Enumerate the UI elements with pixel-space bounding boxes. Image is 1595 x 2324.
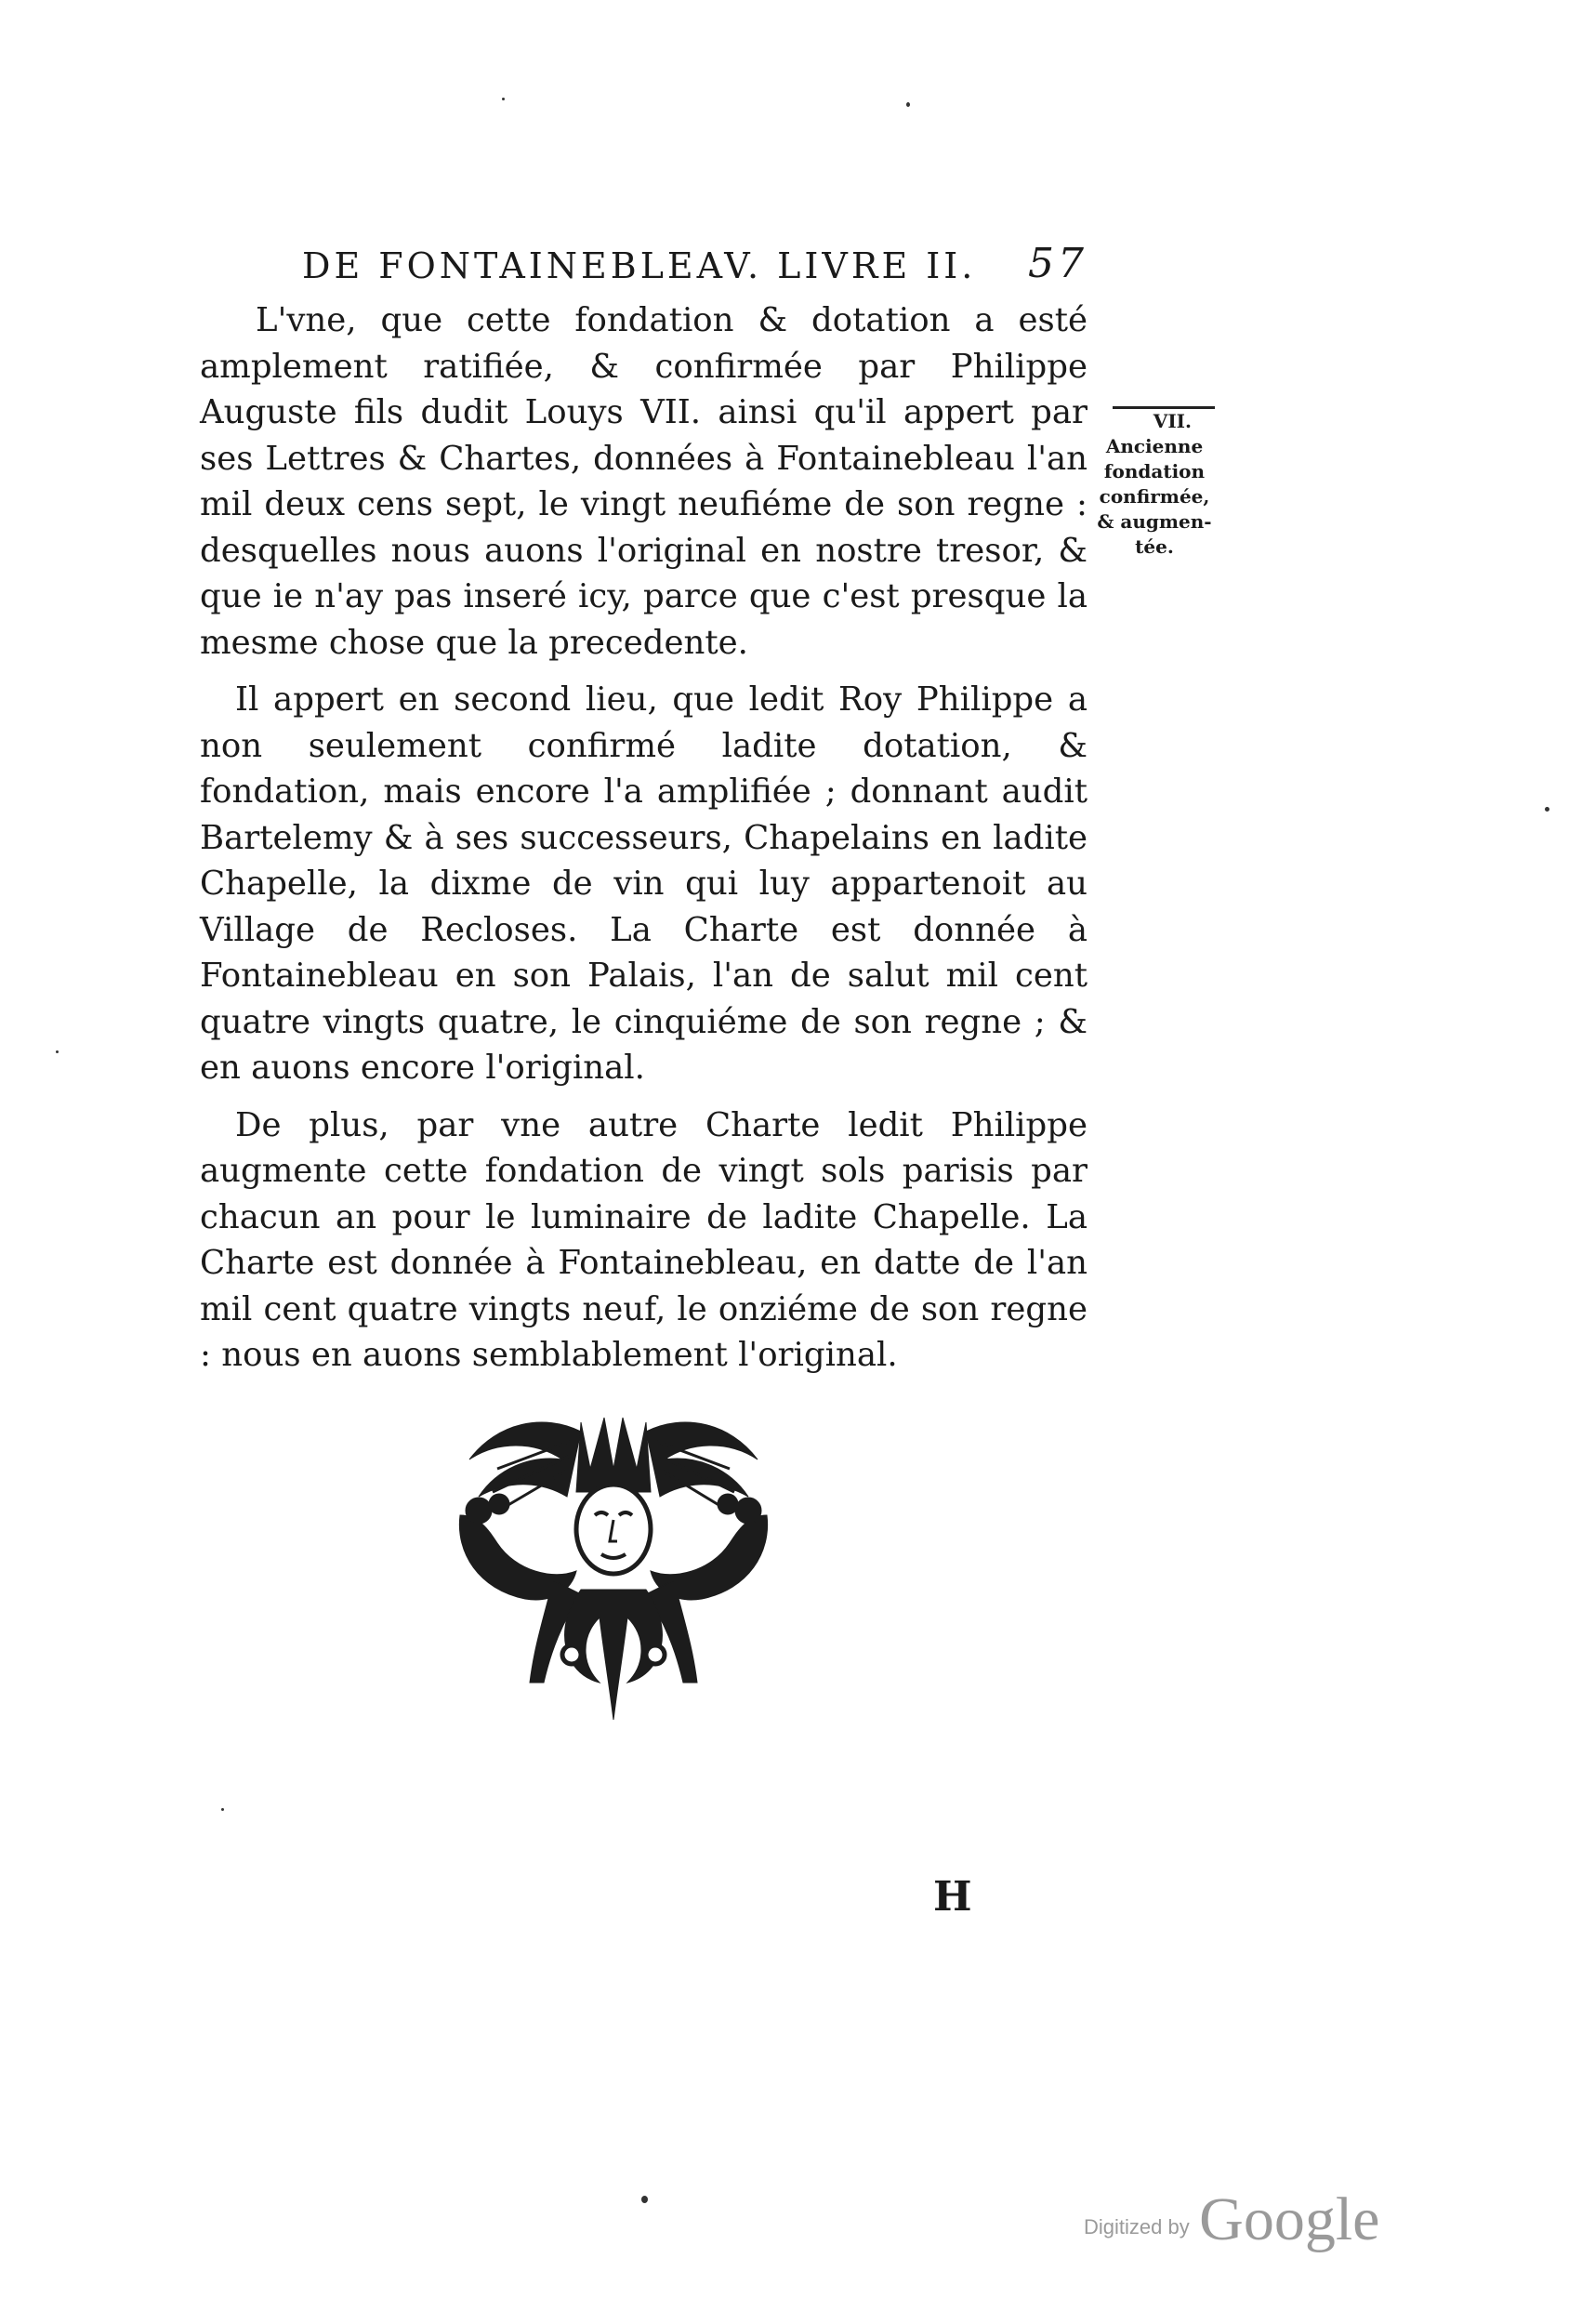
digitized-brand: Google	[1199, 2185, 1380, 2253]
headdress	[576, 1418, 651, 1492]
ornament-drawing	[442, 1404, 785, 1738]
running-header	[302, 240, 1088, 296]
paper-speck	[56, 1050, 59, 1053]
margin-note-line: & augmen-	[1097, 510, 1212, 533]
paper-speck	[221, 1808, 224, 1811]
body-text	[200, 297, 1088, 1390]
page-number: 57	[1028, 240, 1088, 287]
margin-note-line: tée.	[1135, 535, 1174, 558]
margin-note-line: fondation	[1103, 460, 1206, 482]
running-title: DE FONTAINEBLEAV. LIVRE II.	[302, 245, 977, 286]
signature-mark: H	[933, 1873, 972, 1921]
digitized-prefix: Digitized by	[1084, 2215, 1190, 2238]
paper-speck	[1545, 807, 1549, 812]
paragraph-3: De plus, par vne autre Charte ledit Philippe augmente cette fondation de vingt sols parisis par chacun an pour le luminaire de ladite Chapelle. La Charte est donnée à Fontainebleau, en datte de l'an mil cent quatre vingts neuf, le onziéme de son regne : nous en auons semblablement l'original.	[200, 1105, 1088, 1374]
margin-note	[1089, 409, 1219, 560]
margin-note-line: Ancienne	[1105, 435, 1204, 457]
paper-speck	[906, 102, 910, 107]
margin-note-line: confirmée,	[1099, 485, 1210, 508]
paragraph-1: L'vne, que cette fondation & dotation a esté amplement ratifiée, & confirmée par Philippe Auguste fils dudit Louys VII. ainsi qu'il appert par ses Lettres & Chartes, données à Fontainebleau l'an mil deux cens sept, le vingt neufiéme de son regne : desquelles nous auons l'original en nostre tresor, & que ie n'ay pas inseré icy, parce que c'est presque la mesme chose que la precedente.	[200, 301, 1088, 662]
paper-speck	[641, 2196, 648, 2203]
paragraph-2: Il appert en second lieu, que ledit Roy Philippe a non seulement confirmé ladite dotation, & fondation, mais encore l'a amplifiée ; donnant audit Bartelemy & à ses successeurs, Chapelains en ladite Chapelle, la dixme de vin qui luy appartenoit au Village de Recloses. La Charte est donnée à Fontainebleau en son Palais, l'an de salut mil cent quatre vingts quatre, le cinquiéme de son regne ; & en auons encore l'original.	[200, 680, 1088, 1087]
mask-face	[576, 1485, 651, 1574]
margin-note-line: VII.	[1153, 410, 1192, 432]
paper-speck	[502, 98, 505, 100]
fleuron-ornament-icon	[442, 1404, 785, 1738]
digitized-by-watermark	[1084, 2185, 1379, 2255]
